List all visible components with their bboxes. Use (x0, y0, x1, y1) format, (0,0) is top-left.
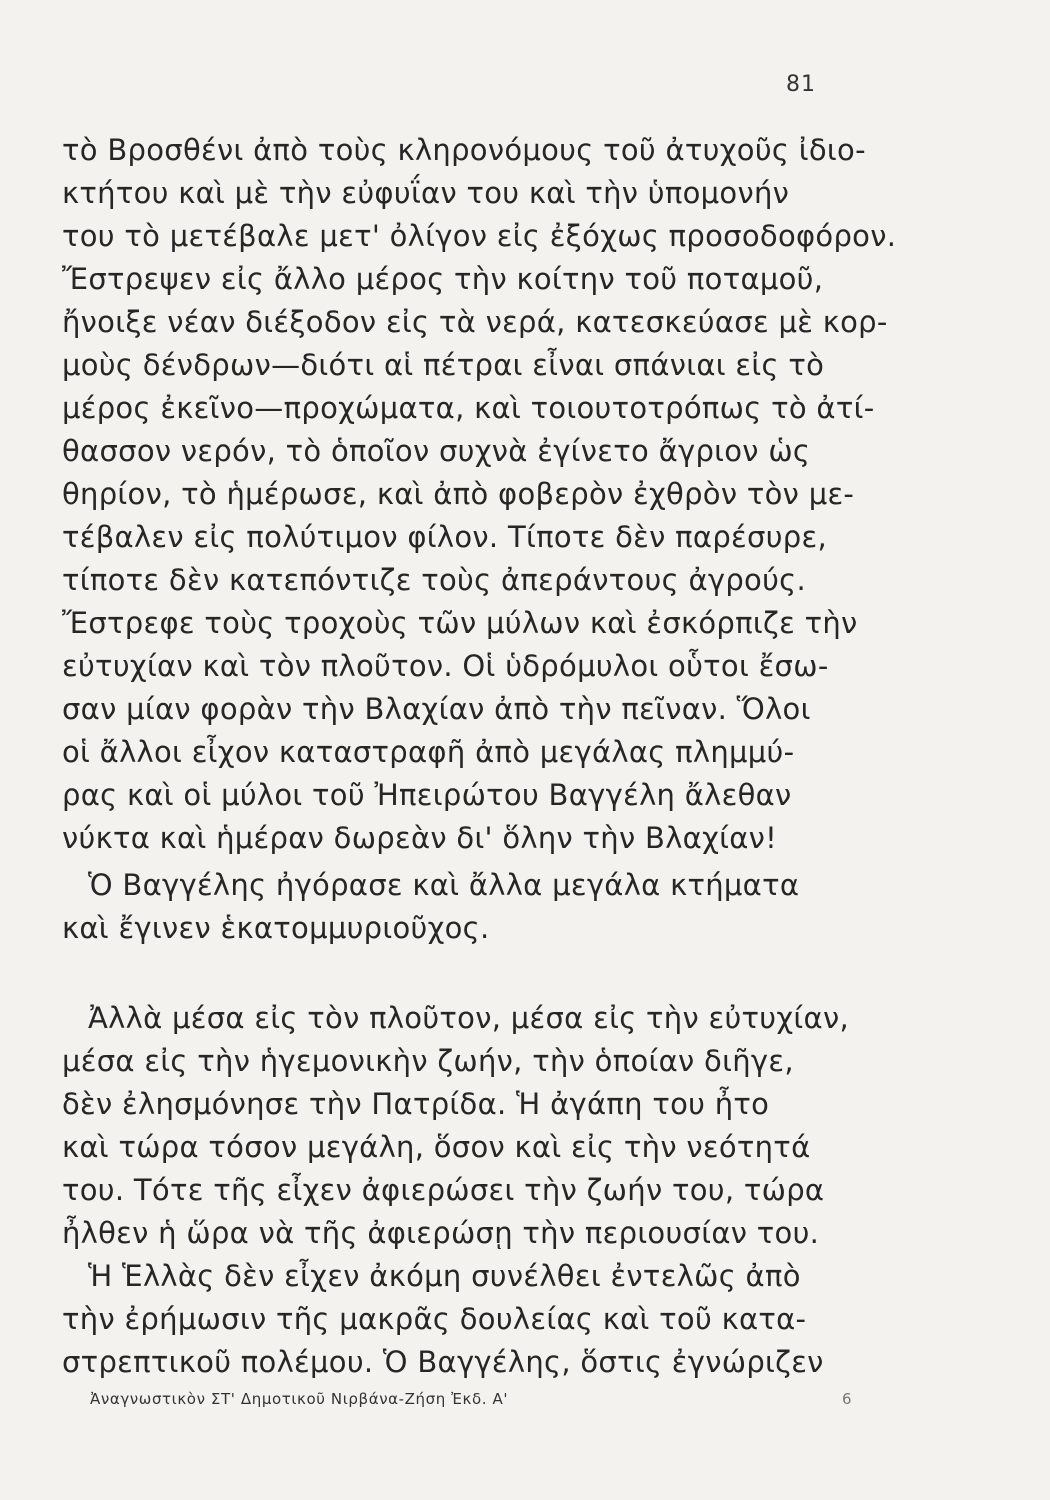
text-line: ἦλθεν ἡ ὥρα νὰ τῆς ἀφιερώσῃ τὴν περιουσίαν του. (62, 1216, 820, 1250)
text-line: κτήτου καὶ μὲ τὴν εὐφυΐαν του καὶ τὴν ὑπομονήν (62, 176, 790, 210)
text-line: καὶ ἔγινεν ἑκατομμυριοῦχος. (62, 911, 490, 945)
text-line: σαν μίαν φορὰν τὴν Βλαχίαν ἀπὸ τὴν πεῖναν. Ὅλοι (62, 692, 811, 726)
footer-citation: Ἀναγνωστικὸν ΣΤ' Δημοτικοῦ Νιρβάνα-Ζήση Ἐκδ. Α' (90, 1390, 509, 1408)
text-line: στρεπτικοῦ πολέμου. Ὁ Βαγγέλης, ὅστις ἐγνώριζεν (62, 1345, 824, 1379)
text-line: θηρίον, τὸ ἡμέρωσε, καὶ ἀπὸ φοβερὸν ἐχθρὸν τὸν με- (62, 477, 855, 511)
text-line: οἱ ἄλλοι εἶχον καταστραφῆ ἀπὸ μεγάλας πλημμύ- (62, 735, 795, 769)
text-line: καὶ τώρα τόσον μεγάλη, ὅσον καὶ εἰς τὴν νεότητά (62, 1130, 811, 1164)
text-line: Ἔστρεφε τοὺς τροχοὺς τῶν μύλων καὶ ἐσκόρπιζε τὴν (62, 606, 858, 640)
text-line: του. Τότε τῆς εἶχεν ἀφιερώσει τὴν ζωήν του, τώρα (62, 1173, 825, 1207)
text-line: νύκτα καὶ ἡμέραν δωρεὰν δι' ὅλην τὴν Βλαχίαν! (62, 821, 778, 855)
text-line: μοὺς δένδρων—διότι αἱ πέτραι εἶναι σπάνιαι εἰς τὸ (62, 348, 825, 382)
text-line: τέβαλεν εἰς πολύτιμον φίλον. Τίποτε δὲν παρέσυρε, (62, 520, 827, 554)
signature-mark: 6 (842, 1390, 852, 1408)
text-line: Ἀλλὰ μέσα εἰς τὸν πλοῦτον, μέσα εἰς τὴν εὐτυχίαν, (88, 1001, 849, 1035)
text-line: του τὸ μετέβαλε μετ' ὀλίγον εἰς ἐξόχως προσοδοφόρον. (62, 219, 897, 253)
text-line: Ἡ Ἑλλὰς δὲν εἶχεν ἀκόμη συνέλθει ἐντελῶς ἀπὸ (88, 1259, 801, 1293)
text-line: τίποτε δὲν κατεπόντιζε τοὺς ἀπεράντους ἀγρούς. (62, 563, 807, 597)
text-line: τὴν ἐρήμωσιν τῆς μακρᾶς δουλείας καὶ τοῦ κατα- (62, 1302, 807, 1336)
text-line: ἤνοιξε νέαν διέξοδον εἰς τὰ νερά, κατεσκεύασε μὲ κορ- (62, 305, 888, 339)
text-line: εὐτυχίαν καὶ τὸν πλοῦτον. Οἱ ὑδρόμυλοι οὗτοι ἔσω- (62, 649, 829, 683)
text-line: μέσα εἰς τὴν ἡγεμονικὴν ζωήν, τὴν ὁποίαν διῆγε, (62, 1044, 794, 1078)
text-line: δὲν ἐλησμόνησε τὴν Πατρίδα. Ἡ ἀγάπη του ἦτο (62, 1087, 770, 1121)
page-number: 81 (786, 72, 816, 97)
text-line: μέρος ἐκεῖνο—προχώματα, καὶ τοιουτοτρόπως τὸ ἀτί- (62, 391, 875, 425)
text-line: ρας καὶ οἱ μύλοι τοῦ Ἠπειρώτου Βαγγέλη ἄλεθαν (62, 778, 792, 812)
text-line: Ὁ Βαγγέλης ἠγόρασε καὶ ἄλλα μεγάλα κτήματα (88, 868, 800, 902)
text-line: τὸ Βροσθένι ἀπὸ τοὺς κληρονόμους τοῦ ἀτυχοῦς ἰδιο- (62, 133, 866, 167)
text-line: θασσον νερόν, τὸ ὁποῖον συχνὰ ἐγίνετο ἄγριον ὡς (62, 434, 811, 468)
text-line: Ἔστρεψεν εἰς ἄλλο μέρος τὴν κοίτην τοῦ ποταμοῦ, (62, 262, 824, 296)
